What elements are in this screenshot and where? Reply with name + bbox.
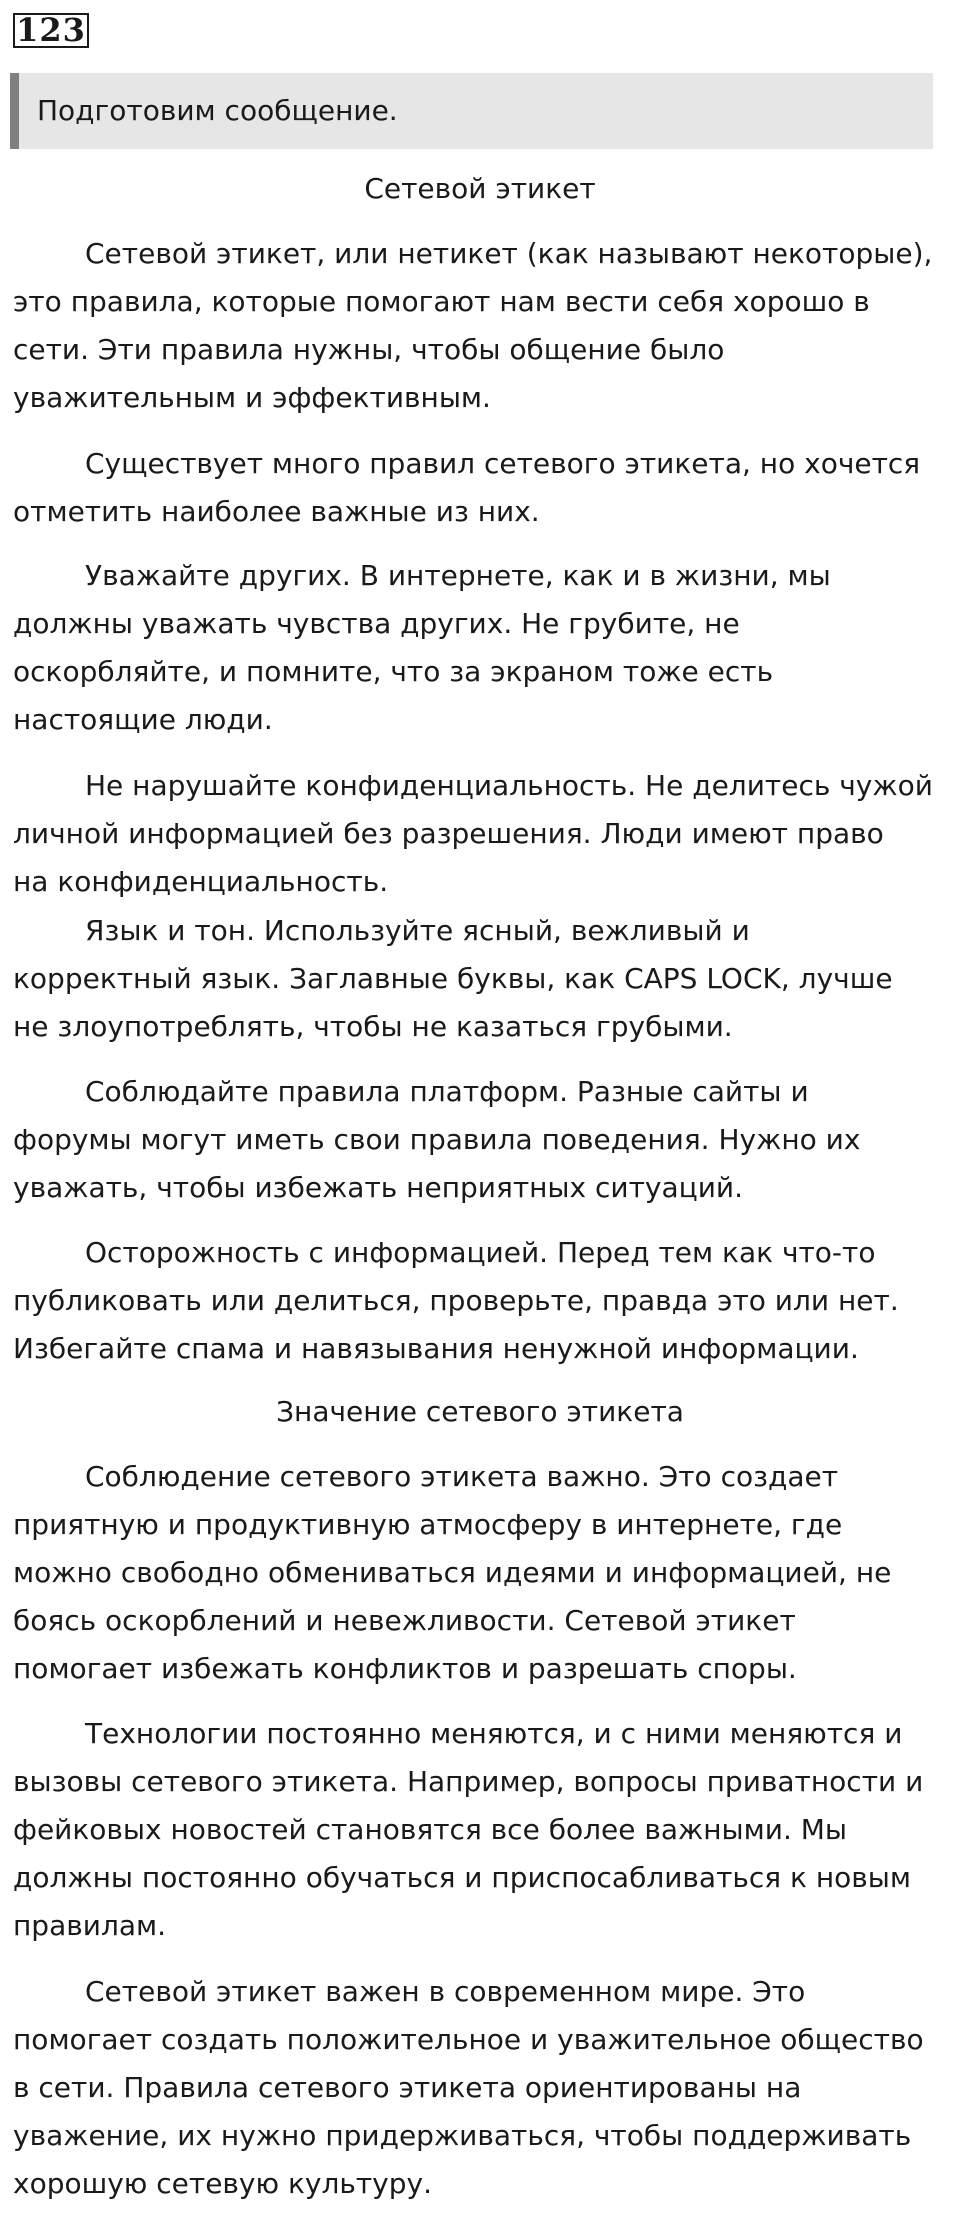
instruction-text: Подготовим сообщение.	[37, 94, 398, 127]
paragraph	[13, 907, 948, 1051]
essay-title: Сетевой этикет	[364, 172, 596, 205]
paragraph	[13, 230, 948, 422]
paragraph-line: оскорбляйте, и помните, что за экраном тоже есть	[13, 655, 774, 688]
paragraph-line: сети. Эти правила нужны, чтобы общение было	[13, 333, 725, 366]
paragraph	[13, 762, 948, 906]
paragraph-line: приятную и продуктивную атмосферу в интернете, где	[13, 1508, 843, 1541]
paragraph-line: боясь оскорблений и невежливости. Сетевой этикет	[13, 1604, 796, 1637]
paragraph-line: не злоупотреблять, чтобы не казаться грубыми.	[13, 1010, 733, 1043]
paragraph-line: помогает избежать конфликтов и разрешать споры.	[13, 1652, 797, 1685]
paragraph-line: это правила, которые помогают нам вести себя хорошо в	[13, 285, 870, 318]
paragraph-line: Не нарушайте конфиденциальность. Не делитесь чужой	[85, 769, 933, 802]
paragraph-line: в сети. Правила сетевого этикета ориентированы на	[13, 2071, 802, 2104]
paragraph-line: хорошую сетевую культуру.	[13, 2167, 432, 2200]
paragraph-line: правилам.	[13, 1909, 167, 1942]
paragraph-line: Уважайте других. В интернете, как и в жизни, мы	[85, 559, 831, 592]
paragraph-line: Соблюдение сетевого этикета важно. Это создает	[85, 1460, 839, 1493]
paragraph	[13, 1229, 948, 1373]
paragraph-line: отметить наиболее важные из них.	[13, 495, 540, 528]
paragraph-line: форумы могут иметь свои правила поведения. Нужно их	[13, 1123, 861, 1156]
paragraph-line: настоящие люди.	[13, 703, 273, 736]
paragraph-line: Избегайте спама и навязывания ненужной информации.	[13, 1332, 859, 1365]
paragraph-line: уважение, их нужно придерживаться, чтобы поддерживать	[13, 2119, 912, 2152]
section-heading: Значение сетевого этикета	[276, 1395, 684, 1428]
paragraph	[13, 1968, 948, 2208]
paragraph-line: помогает создать положительное и уважительное общество	[13, 2023, 924, 2056]
paragraph-line: Соблюдайте правила платформ. Разные сайты и	[85, 1075, 809, 1108]
paragraph-line: должны уважать чувства других. Не грубите, не	[13, 607, 740, 640]
paragraph-line: Язык и тон. Используйте ясный, вежливый и	[85, 914, 750, 947]
paragraph-line: должны постоянно обучаться и приспосабливаться к новым	[13, 1861, 912, 1894]
paragraph-line: можно свободно обмениваться идеями и информацией, не	[13, 1556, 892, 1589]
instruction-banner	[10, 73, 933, 149]
paragraph	[13, 552, 948, 744]
paragraph-line: фейковых новостей становятся все более важными. Мы	[13, 1813, 848, 1846]
paragraph-line: на конфиденциальность.	[13, 865, 389, 898]
paragraph	[13, 1710, 948, 1950]
task-number-badge: 123	[13, 13, 89, 48]
paragraph	[13, 1453, 948, 1693]
paragraph-line: вызовы сетевого этикета. Например, вопросы приватности и	[13, 1765, 924, 1798]
paragraph	[13, 440, 948, 536]
paragraph-line: уважительным и эффективным.	[13, 381, 491, 414]
paragraph-line: Технологии постоянно меняются, и с ними меняются и	[85, 1717, 903, 1750]
paragraph-line: личной информацией без разрешения. Люди имеют право	[13, 817, 884, 850]
paragraph-line: корректный язык. Заглавные буквы, как CAPS LOCK, лучше	[13, 962, 893, 995]
paragraph	[13, 1068, 948, 1212]
paragraph-line: публиковать или делиться, проверьте, правда это или нет.	[13, 1284, 899, 1317]
paragraph-line: Сетевой этикет, или нетикет (как называют некоторые),	[85, 237, 933, 270]
paragraph-line: уважать, чтобы избежать неприятных ситуаций.	[13, 1171, 743, 1204]
paragraph-line: Осторожность с информацией. Перед тем как что-то	[85, 1236, 876, 1269]
paragraph-line: Сетевой этикет важен в современном мире. Это	[85, 1975, 806, 2008]
paragraph-line: Существует много правил сетевого этикета, но хочется	[85, 447, 921, 480]
